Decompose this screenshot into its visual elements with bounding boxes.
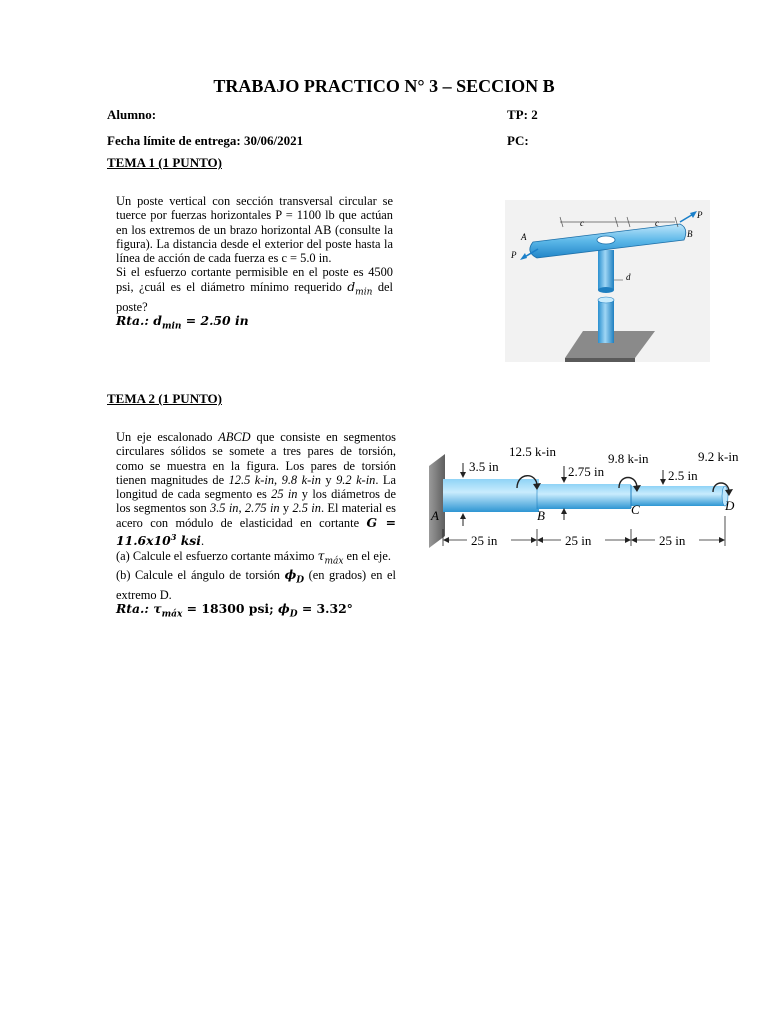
tema2-question-b: (b) Calcule el ángulo de torsión $\phi_D$ (en grados) en el extremo D. — [116, 567, 396, 603]
label-b: B — [537, 508, 545, 523]
label-a: A — [521, 232, 527, 242]
pc-label: PC: — [507, 133, 529, 148]
len3-label: 25 in — [659, 533, 686, 548]
dia2-label: 2.75 in — [568, 464, 605, 479]
torque2-label: 9.8 k-in — [608, 451, 649, 466]
len1-label: 25 in — [471, 533, 498, 548]
tema1-figure — [505, 200, 710, 362]
tema2-statement — [116, 430, 396, 622]
torque1-label: 12.5 k-in — [509, 444, 556, 459]
g-expression: $G = 11.6x10^3$ ksi — [116, 514, 397, 549]
label-a: A — [431, 508, 439, 523]
label-c1: c — [580, 218, 584, 228]
tema1-dmin-symbol: $d_{min}$ — [347, 278, 373, 298]
label-c2: c — [655, 218, 659, 228]
label-d: D — [725, 498, 735, 513]
segment-cd — [631, 486, 725, 506]
tema1-text1: Un poste vertical con sección transversal circular se tuerce por fuerzas horizontales P = 1100 lb que actúan en los extremos de un brazo horizontal AB (consulte la figura). La distancia desde el exterior del poste hasta la línea de acción de cada fuerza es c = 5.0 in. — [116, 194, 393, 266]
label-p-bottom: P — [511, 250, 517, 260]
label-c: C — [631, 502, 640, 517]
tema1-text2-main: Si el esfuerzo cortante permisible en el poste es 4500 psi, ¿cuál es el diámetro mínimo requerido — [116, 265, 393, 294]
lower-post — [598, 300, 614, 343]
tema1-statement — [116, 194, 393, 334]
len2-label: 25 in — [565, 533, 592, 548]
dia1-label: 3.5 in — [469, 459, 499, 474]
label-p-top: P — [697, 210, 703, 220]
tema1-heading: TEMA 1 (1 PUNTO) — [107, 155, 222, 170]
upper-post-bottom — [598, 287, 614, 293]
segment-bc — [537, 484, 631, 509]
tema1-text2: Si el esfuerzo cortante permisible en el poste es 4500 psi, ¿cuál es el diámetro mínimo requerido $d_{min}$ del poste? — [116, 265, 393, 314]
label-d: d — [626, 272, 631, 282]
tema2-heading: TEMA 2 (1 PUNTO) — [107, 391, 222, 406]
document-title: TRABAJO PRACTICO N° 3 – SECCION B — [213, 76, 555, 96]
torque3-label: 9.2 k-in — [698, 449, 739, 464]
tema2-question-a: (a) Calcule el esfuerzo cortante máximo $\tau_{máx}$ en el eje. — [116, 547, 391, 566]
tema2-text: Un eje escalonado ABCD que consiste en segmentos circulares sólidos se somete a tres pares de torsión, como se muestra en la figura. Los pares de torsión tienen magnitudes de 12.5 k-in, 9.8 k-in y 9.2 k-in. La longitud de cada segmento es 25 in y los diámetros de los segmentos son 3.5 in, 2.75 in y 2.5 in. El material es acero con módulo de elasticidad en cortante $G = 11.6x10^3$ ksi. — [116, 430, 397, 549]
alumno-label: Alumno: — [107, 107, 157, 122]
base-plate-edge — [565, 358, 635, 362]
lower-post-top — [598, 297, 614, 303]
upper-post — [598, 250, 614, 290]
arm-hole — [597, 236, 615, 244]
label-b: B — [687, 229, 693, 239]
fecha-label: Fecha límite de entrega: 30/06/2021 — [107, 133, 304, 148]
tema2-answer: Rta.: $\tau_{máx} = 18300$ psi; $\phi_D = 3.32^\circ$ — [116, 601, 353, 620]
tp-label: TP: 2 — [507, 107, 538, 122]
tema2-figure — [425, 438, 755, 556]
tema1-answer: Rta.: $d_{min} = 2.50$ in — [116, 312, 249, 332]
dia3-label: 2.5 in — [668, 468, 698, 483]
